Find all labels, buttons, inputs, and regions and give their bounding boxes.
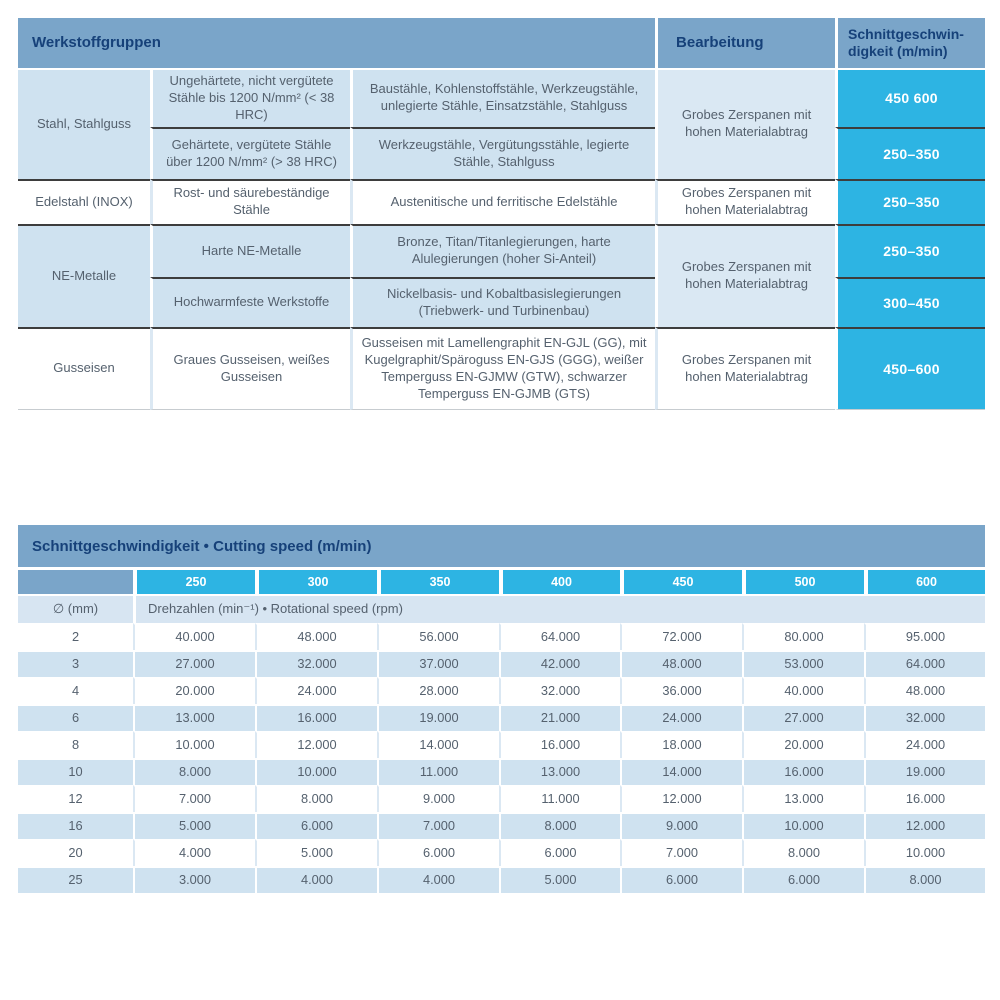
rpm-value-cell: 13.000 [133, 704, 255, 731]
speed-column-header: 600 [864, 570, 985, 594]
rpm-value-cell: 10.000 [255, 758, 377, 785]
rpm-value-cell: 12.000 [620, 785, 742, 812]
examples-cell: Gusseisen mit Lamellengraphit EN-GJL (GG), mit Kugelgraphit/Späroguss EN-GJS (GGG), weißer Temperguss EN-GJMW (GTW), schwarzer Temperguss EN-GJMB (GTS) [350, 327, 655, 410]
table-row [18, 731, 985, 758]
material-type-cell: Gehärtete, vergütete Stähle über 1200 N/mm² (> 38 HRC) [150, 127, 350, 179]
rpm-value-cell: 9.000 [620, 812, 742, 839]
material-type-cell: Harte NE-Metalle [150, 224, 350, 277]
rpm-value-cell: 3.000 [133, 866, 255, 893]
speed-column-header: 500 [742, 570, 864, 594]
table-row [18, 327, 985, 410]
speed-column-header: 350 [377, 570, 499, 594]
table-row [18, 224, 985, 277]
table-row [18, 179, 985, 224]
rpm-value-cell: 6.000 [620, 866, 742, 893]
cutting-speed-table-body [18, 570, 985, 893]
rpm-value-cell: 13.000 [499, 758, 620, 785]
rpm-value-cell: 95.000 [864, 623, 985, 650]
cutting-speed-cell: 450 600 [835, 70, 985, 127]
rpm-value-cell: 8.000 [133, 758, 255, 785]
rpm-value-cell: 14.000 [377, 731, 499, 758]
rpm-value-cell: 40.000 [742, 677, 864, 704]
rpm-value-cell: 5.000 [499, 866, 620, 893]
group-name-cell: Gusseisen [18, 327, 150, 410]
material-type-cell: Graues Gusseisen, weißes Gusseisen [150, 327, 350, 410]
diameter-cell: 10 [18, 758, 133, 785]
rpm-value-cell: 11.000 [499, 785, 620, 812]
machining-cell: Grobes Zerspanen mit hohen Materialabtrag [655, 224, 835, 327]
machining-cell: Grobes Zerspanen mit hohen Materialabtrag [655, 327, 835, 410]
rpm-value-cell: 16.000 [864, 785, 985, 812]
machining-cell: Grobes Zerspanen mit hohen Materialabtrag [655, 179, 835, 224]
rpm-value-cell: 48.000 [255, 623, 377, 650]
table-row [18, 785, 985, 812]
rpm-value-cell: 6.000 [255, 812, 377, 839]
rpm-value-cell: 10.000 [864, 839, 985, 866]
rpm-value-cell: 42.000 [499, 650, 620, 677]
material-groups-table [18, 18, 985, 410]
rpm-value-cell: 53.000 [742, 650, 864, 677]
rpm-value-cell: 8.000 [255, 785, 377, 812]
rpm-value-cell: 19.000 [864, 758, 985, 785]
rpm-value-cell: 48.000 [864, 677, 985, 704]
cutting-speed-table [18, 570, 985, 893]
diameter-label-cell: ∅ (mm) [18, 594, 133, 623]
rpm-value-cell: 21.000 [499, 704, 620, 731]
diameter-cell: 20 [18, 839, 133, 866]
schnittgeschwindigkeit-header: Schnittgeschwin-digkeit (m/min) [835, 18, 985, 70]
rpm-value-cell: 10.000 [133, 731, 255, 758]
rpm-value-cell: 8.000 [499, 812, 620, 839]
table-row [18, 127, 985, 179]
werkstoffgruppen-header: Werkstoffgruppen [18, 18, 655, 70]
table-header-row [18, 18, 985, 70]
material-type-cell: Hochwarmfeste Werkstoffe [150, 277, 350, 327]
rpm-value-cell: 27.000 [133, 650, 255, 677]
table-row [18, 866, 985, 893]
rpm-value-cell: 8.000 [864, 866, 985, 893]
machining-cell: Grobes Zerspanen mit hohen Materialabtrag [655, 70, 835, 179]
bearbeitung-header: Bearbeitung [655, 18, 835, 70]
rpm-value-cell: 32.000 [255, 650, 377, 677]
cutting-speed-cell: 450–600 [835, 327, 985, 410]
rpm-value-cell: 80.000 [742, 623, 864, 650]
rpm-value-cell: 4.000 [133, 839, 255, 866]
rpm-value-cell: 24.000 [620, 704, 742, 731]
rpm-value-cell: 16.000 [499, 731, 620, 758]
group-name-cell: Edelstahl (INOX) [18, 179, 150, 224]
table-row [18, 70, 985, 127]
rpm-value-cell: 37.000 [377, 650, 499, 677]
rpm-value-cell: 64.000 [864, 650, 985, 677]
table-row [18, 704, 985, 731]
rpm-value-cell: 4.000 [255, 866, 377, 893]
cutting-speed-cell: 250–350 [835, 179, 985, 224]
cutting-speed-cell: 300–450 [835, 277, 985, 327]
diameter-cell: 12 [18, 785, 133, 812]
rpm-value-cell: 6.000 [499, 839, 620, 866]
rpm-value-cell: 5.000 [255, 839, 377, 866]
table-row [18, 839, 985, 866]
rpm-value-cell: 19.000 [377, 704, 499, 731]
table-row [18, 677, 985, 704]
examples-cell: Austenitische und ferritische Edelstähle [350, 179, 655, 224]
rpm-value-cell: 10.000 [742, 812, 864, 839]
rpm-value-cell: 28.000 [377, 677, 499, 704]
rpm-label-cell: Drehzahlen (min⁻¹) • Rotational speed (rpm) [133, 594, 985, 623]
rpm-value-cell: 6.000 [377, 839, 499, 866]
rpm-value-cell: 4.000 [377, 866, 499, 893]
speed-column-header: 450 [620, 570, 742, 594]
label-row [18, 594, 985, 623]
diameter-cell: 4 [18, 677, 133, 704]
table-row [18, 812, 985, 839]
rpm-value-cell: 7.000 [377, 812, 499, 839]
rpm-value-cell: 16.000 [742, 758, 864, 785]
speed-header-row [18, 570, 985, 594]
rpm-value-cell: 56.000 [377, 623, 499, 650]
rpm-value-cell: 6.000 [742, 866, 864, 893]
rpm-value-cell: 7.000 [620, 839, 742, 866]
rpm-value-cell: 18.000 [620, 731, 742, 758]
rpm-value-cell: 5.000 [133, 812, 255, 839]
rpm-value-cell: 14.000 [620, 758, 742, 785]
diameter-cell: 6 [18, 704, 133, 731]
rpm-value-cell: 20.000 [133, 677, 255, 704]
material-type-cell: Rost- und säurebeständige Stähle [150, 179, 350, 224]
diameter-cell: 2 [18, 623, 133, 650]
speed-column-header: 300 [255, 570, 377, 594]
rpm-value-cell: 13.000 [742, 785, 864, 812]
corner-cell [18, 570, 133, 594]
examples-cell: Bronze, Titan/Titanlegierungen, harte Alulegierungen (hoher Si-Anteil) [350, 224, 655, 277]
rpm-value-cell: 8.000 [742, 839, 864, 866]
rpm-value-cell: 24.000 [255, 677, 377, 704]
rpm-value-cell: 16.000 [255, 704, 377, 731]
table-row [18, 277, 985, 327]
rpm-value-cell: 48.000 [620, 650, 742, 677]
rpm-value-cell: 9.000 [377, 785, 499, 812]
rpm-value-cell: 72.000 [620, 623, 742, 650]
cutting-speed-table-title: Schnittgeschwindigkeit • Cutting speed (m/min) [18, 525, 985, 567]
rpm-value-cell: 32.000 [499, 677, 620, 704]
diameter-cell: 3 [18, 650, 133, 677]
table-row [18, 758, 985, 785]
group-name-cell: NE-Metalle [18, 224, 150, 327]
examples-cell: Baustähle, Kohlenstoffstähle, Werkzeugstähle, unlegierte Stähle, Einsatzstähle, Stahlguss [350, 70, 655, 127]
group-name-cell: Stahl, Stahlguss [18, 70, 150, 179]
rpm-value-cell: 7.000 [133, 785, 255, 812]
table-row [18, 650, 985, 677]
speed-column-header: 400 [499, 570, 620, 594]
material-type-cell: Ungehärtete, nicht vergütete Stähle bis 1200 N/mm² (< 38 HRC) [150, 70, 350, 127]
examples-cell: Nickelbasis- und Kobaltbasislegierungen (Triebwerk- und Turbinenbau) [350, 277, 655, 327]
rpm-value-cell: 20.000 [742, 731, 864, 758]
diameter-cell: 16 [18, 812, 133, 839]
rpm-value-cell: 40.000 [133, 623, 255, 650]
cutting-speed-cell: 250–350 [835, 224, 985, 277]
diameter-cell: 25 [18, 866, 133, 893]
rpm-value-cell: 11.000 [377, 758, 499, 785]
rpm-value-cell: 27.000 [742, 704, 864, 731]
table-row [18, 623, 985, 650]
rpm-value-cell: 36.000 [620, 677, 742, 704]
rpm-value-cell: 12.000 [255, 731, 377, 758]
rpm-value-cell: 12.000 [864, 812, 985, 839]
diameter-cell: 8 [18, 731, 133, 758]
rpm-value-cell: 32.000 [864, 704, 985, 731]
examples-cell: Werkzeugstähle, Vergütungsstähle, legierte Stähle, Stahlguss [350, 127, 655, 179]
speed-column-header: 250 [133, 570, 255, 594]
rpm-value-cell: 64.000 [499, 623, 620, 650]
rpm-value-cell: 24.000 [864, 731, 985, 758]
cutting-speed-cell: 250–350 [835, 127, 985, 179]
